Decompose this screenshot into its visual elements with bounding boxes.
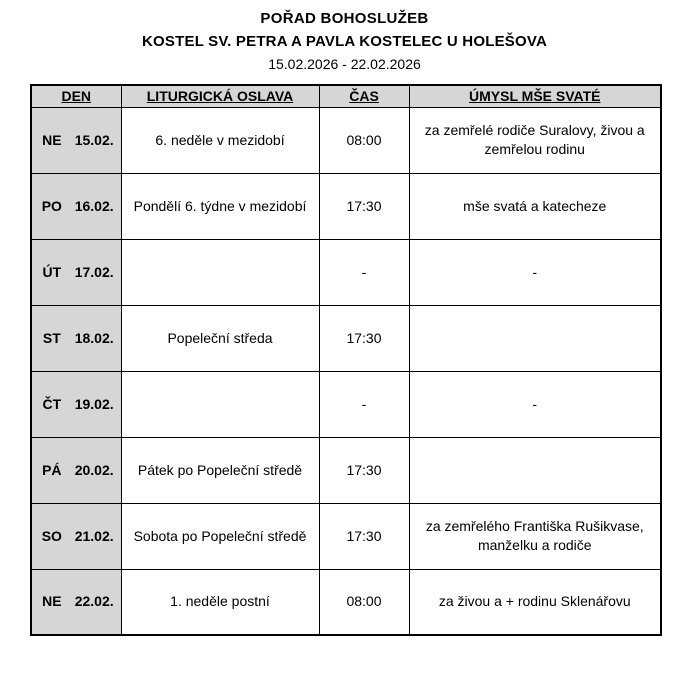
column-header-intention: ÚMYSL MŠE SVATÉ (409, 85, 661, 107)
day-cell (31, 569, 121, 635)
table-row (31, 173, 661, 239)
day-cell (31, 107, 121, 173)
table-header-row (31, 85, 661, 107)
table-header (31, 85, 661, 107)
day-date: 19.02. (74, 395, 114, 412)
day-abbr: SO (41, 527, 62, 544)
column-header-celebration: LITURGICKÁ OSLAVA (121, 85, 319, 107)
intention-cell (409, 305, 661, 371)
document-header (0, 10, 689, 72)
date-range: 15.02.2026 - 22.02.2026 (268, 56, 421, 72)
time-cell: 08:00 (319, 107, 409, 173)
table-body (31, 107, 661, 635)
table-row (31, 437, 661, 503)
time-cell: 08:00 (319, 569, 409, 635)
table-row (31, 503, 661, 569)
day-date: 18.02. (74, 329, 114, 346)
time-cell: 17:30 (319, 503, 409, 569)
day-date: 15.02. (74, 131, 114, 148)
time-cell: - (319, 239, 409, 305)
celebration-cell: Popeleční středa (121, 305, 319, 371)
time-cell: - (319, 371, 409, 437)
column-header-day: DEN (31, 85, 121, 107)
day-abbr: ČT (42, 395, 62, 412)
intention-cell: - (409, 371, 661, 437)
day-cell (31, 305, 121, 371)
intention-cell (409, 437, 661, 503)
table-row (31, 569, 661, 635)
day-cell (31, 239, 121, 305)
page-title: POŘAD BOHOSLUŽEB (260, 10, 429, 27)
day-date: 22.02. (74, 593, 114, 610)
intention-cell: - (409, 239, 661, 305)
day-abbr: ST (42, 329, 61, 346)
celebration-cell: Sobota po Popeleční středě (121, 503, 319, 569)
day-date: 16.02. (74, 197, 114, 214)
celebration-cell: 6. neděle v mezidobí (121, 107, 319, 173)
day-cell (31, 371, 121, 437)
day-abbr: PÁ (42, 461, 62, 478)
time-cell: 17:30 (319, 437, 409, 503)
church-name: KOSTEL SV. PETRA A PAVLA KOSTELEC U HOLEŠOVA (142, 33, 547, 50)
day-date: 20.02. (74, 461, 114, 478)
intention-cell: mše svatá a katecheze (409, 173, 661, 239)
day-abbr: NE (42, 131, 62, 148)
table-row (31, 239, 661, 305)
column-header-time: ČAS (319, 85, 409, 107)
day-abbr: NE (42, 593, 62, 610)
day-abbr: ÚT (42, 263, 62, 280)
intention-cell: za zemřelého Františka Rušikvase, manželku a rodiče (409, 503, 661, 569)
table-row (31, 305, 661, 371)
day-abbr: PO (41, 197, 62, 214)
time-cell: 17:30 (319, 173, 409, 239)
intention-cell: za živou a + rodinu Sklenářovu (409, 569, 661, 635)
day-date: 17.02. (74, 263, 114, 280)
day-cell (31, 437, 121, 503)
celebration-cell: 1. neděle postní (121, 569, 319, 635)
table-row (31, 107, 661, 173)
day-date: 21.02. (74, 527, 114, 544)
day-cell (31, 173, 121, 239)
time-cell: 17:30 (319, 305, 409, 371)
table-row (31, 371, 661, 437)
celebration-cell (121, 371, 319, 437)
celebration-cell (121, 239, 319, 305)
day-cell (31, 503, 121, 569)
celebration-cell: Pátek po Popeleční středě (121, 437, 319, 503)
intention-cell: za zemřelé rodiče Suralovy, živou a zemřelou rodinu (409, 107, 661, 173)
celebration-cell: Pondělí 6. týdne v mezidobí (121, 173, 319, 239)
mass-schedule-table (30, 84, 662, 636)
